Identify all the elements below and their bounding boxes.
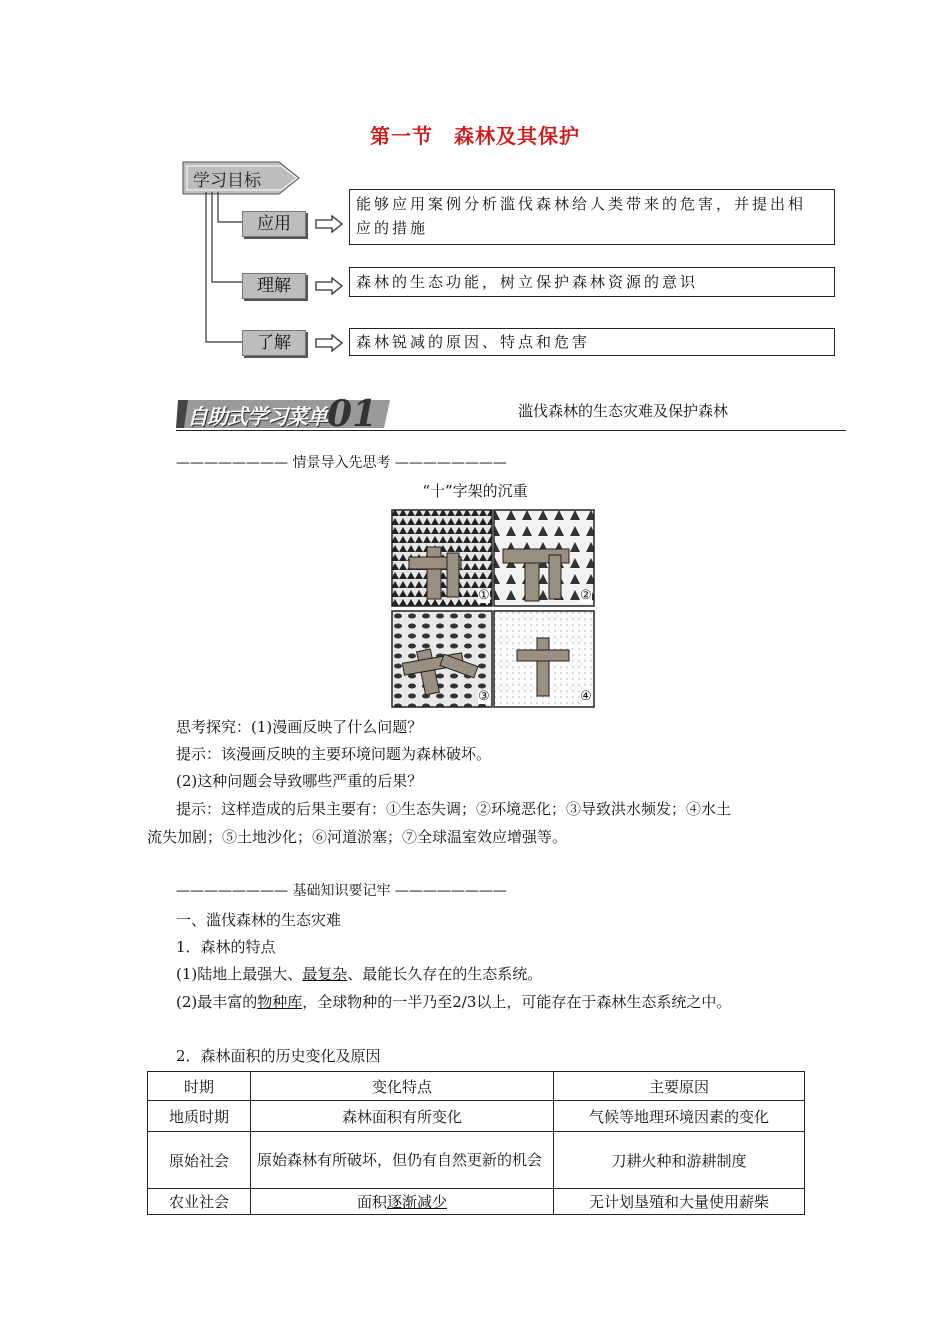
goal-tag-know: 了解	[242, 330, 306, 356]
paragraph-2	[176, 989, 731, 1015]
table-row	[148, 1189, 805, 1215]
goal-text: 能够应用案例分析滥伐森林给人类带来的危害，并提出相	[356, 195, 807, 213]
goal-tag-apply: 应用	[242, 211, 306, 237]
panel-number: ②	[580, 588, 592, 603]
question-2: (2)这种问题会导致哪些严重的后果？	[176, 772, 423, 790]
goal-box-know: 森林锐减的原因、特点和危害	[349, 328, 835, 356]
table-row	[148, 1132, 805, 1189]
goal-tag-understand: 理解	[242, 273, 306, 299]
arrow-right-icon	[314, 276, 344, 296]
banner-number: 01	[327, 393, 378, 435]
arrow-right-icon	[314, 333, 344, 353]
table-cell: 原始社会	[148, 1132, 251, 1189]
table-header-row	[148, 1072, 805, 1101]
banner-subtitle: 滥伐森林的生态灾难及保护森林	[518, 402, 729, 420]
text: (1)陆地上最强大、	[176, 965, 303, 983]
answer-2-line-2: 流失加剧；⑤土地沙化；⑥河道淤塞；⑦全球温室效应增强等。	[147, 828, 568, 846]
text: 、最能长久存在的生态系统。	[347, 965, 543, 983]
history-table	[147, 1071, 805, 1215]
text: 面积	[356, 1193, 387, 1211]
comic-panels-bottom	[391, 610, 595, 708]
answer-1: 提示：该漫画反映的主要环境问题为森林破坏。	[176, 745, 492, 763]
goal-header-label: 学习目标	[193, 171, 261, 191]
column-header: 主要原因	[554, 1072, 805, 1101]
subsection-heading: 1．森林的特点	[176, 938, 276, 956]
text: ，全球物种的一半乃至2/3以上，可能存在于森林生态系统之中。	[302, 993, 732, 1011]
subsection-heading: 2．森林面积的历史变化及原因	[176, 1047, 381, 1065]
table-cell: 原始森林有所破坏，但仍有自然更新的机会	[251, 1132, 554, 1189]
page-title: 第一节 森林及其保护	[370, 124, 580, 148]
basics-heading: ———————— 基础知识要记牢 ————————	[176, 883, 507, 899]
table-cell: 农业社会	[148, 1189, 251, 1215]
underlined-term: 逐渐减少	[387, 1193, 448, 1211]
panel-number: ④	[580, 689, 592, 704]
comic-panels-top	[391, 509, 595, 607]
table-cell: 地质时期	[148, 1101, 251, 1132]
goal-box-apply	[349, 189, 835, 245]
table-cell: 无计划垦殖和大量使用薪柴	[554, 1189, 805, 1215]
table-cell: 森林面积有所变化	[251, 1101, 554, 1132]
answer-2-line-1: 提示：这样造成的后果主要有：①生态失调；②环境恶化；③导致洪水频发；④水土	[176, 800, 732, 818]
goal-box-understand: 森林的生态功能，树立保护森林资源的意识	[349, 267, 835, 297]
banner-label: 自助式学习菜单	[187, 405, 327, 429]
scene-caption: “十”字架的沉重	[422, 482, 528, 500]
question-1: 思考探究：(1)漫画反映了什么问题？	[176, 718, 423, 736]
goal-text: 应的措施	[356, 219, 429, 237]
table-cell: 气候等地理环境因素的变化	[554, 1101, 805, 1132]
scene-heading: ———————— 情景导入先思考 ————————	[176, 455, 507, 471]
section-heading: 一、滥伐森林的生态灾难	[176, 911, 342, 929]
panel-number: ①	[478, 588, 490, 603]
arrow-right-icon	[314, 214, 344, 234]
table-cell: 刀耕火种和游耕制度	[554, 1132, 805, 1189]
table-cell	[251, 1189, 554, 1215]
column-header: 时期	[148, 1072, 251, 1101]
divider	[176, 430, 846, 431]
underlined-term: 物种库	[257, 993, 303, 1011]
underlined-term: 最复杂	[302, 965, 348, 983]
paragraph-1	[176, 961, 542, 987]
column-header: 变化特点	[251, 1072, 554, 1101]
text: (2)最丰富的	[176, 993, 258, 1011]
table-row	[148, 1101, 805, 1132]
panel-number: ③	[478, 689, 490, 704]
